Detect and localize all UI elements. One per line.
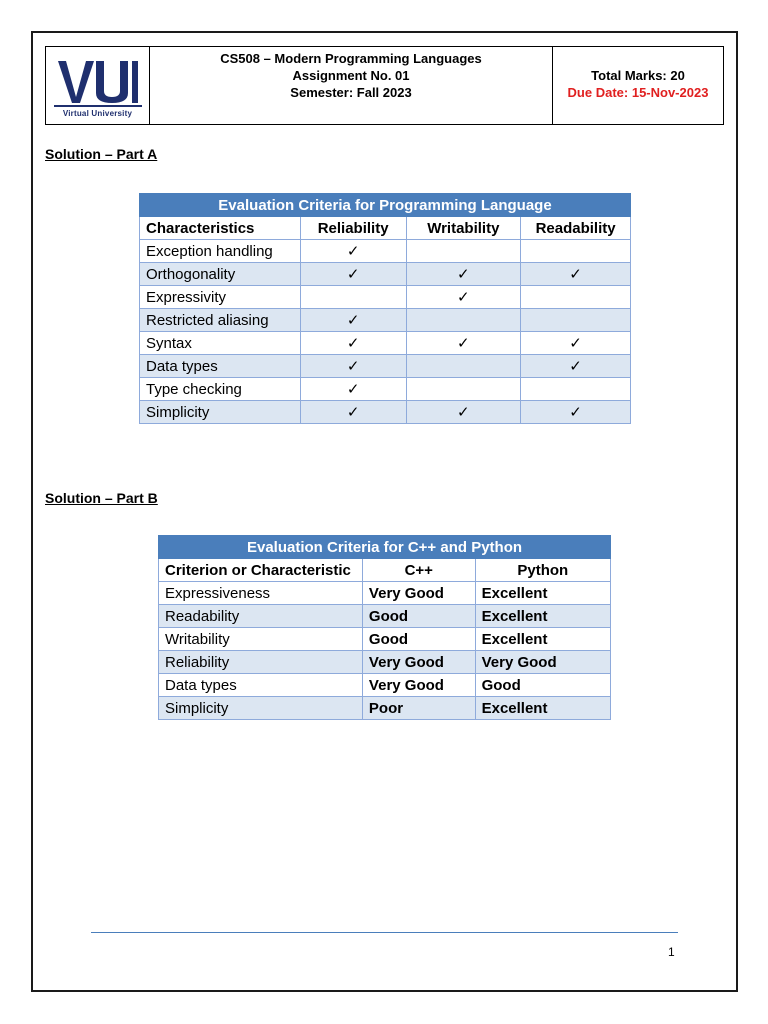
table-cell: ✓ <box>300 332 406 355</box>
due-date: Due Date: 15-Nov-2023 <box>567 85 709 100</box>
row-label: Reliability <box>159 651 363 674</box>
row-label: Exception handling <box>140 240 301 263</box>
table-row <box>140 332 631 355</box>
table-cell <box>406 378 521 401</box>
table-cell: Excellent <box>475 582 610 605</box>
table-row <box>159 628 611 651</box>
column-header: Criterion or Characteristic <box>159 559 363 582</box>
row-label: Writability <box>159 628 363 651</box>
table-cell <box>521 378 631 401</box>
table-cell <box>521 286 631 309</box>
vu-logo <box>52 53 144 119</box>
row-label: Data types <box>140 355 301 378</box>
table-row <box>140 286 631 309</box>
course-title: CS508 – Modern Programming Languages <box>220 51 482 66</box>
table-cell: Poor <box>362 697 475 720</box>
vu-logo-icon <box>52 53 144 109</box>
part-b-table <box>158 535 611 720</box>
row-label: Expressiveness <box>159 582 363 605</box>
table-row <box>140 240 631 263</box>
page-number: 1 <box>668 945 675 959</box>
table-cell <box>406 355 521 378</box>
logo-cell <box>46 47 150 124</box>
table-cell: Very Good <box>362 582 475 605</box>
column-header: Characteristics <box>140 217 301 240</box>
table-cell: ✓ <box>300 378 406 401</box>
table-cell: ✓ <box>300 263 406 286</box>
course-info <box>150 47 553 124</box>
table-cell: ✓ <box>521 263 631 286</box>
row-label: Type checking <box>140 378 301 401</box>
table-cell: ✓ <box>300 309 406 332</box>
table-cell: Good <box>475 674 610 697</box>
document-header <box>45 46 724 125</box>
table-cell: ✓ <box>521 332 631 355</box>
table-cell: ✓ <box>406 332 521 355</box>
table-cell: Excellent <box>475 697 610 720</box>
table-cell: ✓ <box>300 240 406 263</box>
table-row <box>159 605 611 628</box>
table-row <box>140 309 631 332</box>
row-label: Simplicity <box>140 401 301 424</box>
column-header: Python <box>475 559 610 582</box>
column-header: C++ <box>362 559 475 582</box>
table-cell <box>521 309 631 332</box>
column-header: Readability <box>521 217 631 240</box>
table-cell: Excellent <box>475 605 610 628</box>
column-header: Writability <box>406 217 521 240</box>
table-cell: Very Good <box>475 651 610 674</box>
table-cell: Very Good <box>362 651 475 674</box>
table-row <box>159 697 611 720</box>
part-b-caption: Evaluation Criteria for C++ and Python <box>159 536 611 559</box>
page-border <box>31 31 738 992</box>
table-row <box>159 651 611 674</box>
table-cell: ✓ <box>406 401 521 424</box>
row-label: Simplicity <box>159 697 363 720</box>
table-cell <box>406 309 521 332</box>
table-row <box>140 263 631 286</box>
row-label: Data types <box>159 674 363 697</box>
table-cell: Good <box>362 605 475 628</box>
table-cell <box>521 240 631 263</box>
table-cell: ✓ <box>300 355 406 378</box>
table-cell: Excellent <box>475 628 610 651</box>
row-label: Syntax <box>140 332 301 355</box>
table-cell: ✓ <box>521 401 631 424</box>
total-marks: Total Marks: 20 <box>591 68 685 83</box>
table-row <box>159 582 611 605</box>
marks-info <box>553 47 723 124</box>
assignment-number: Assignment No. 01 <box>292 68 410 83</box>
footer-line <box>91 932 678 933</box>
table-cell <box>406 240 521 263</box>
table-cell: ✓ <box>406 263 521 286</box>
table-cell <box>300 286 406 309</box>
table-row <box>140 355 631 378</box>
part-a-title: Solution – Part A <box>45 146 158 162</box>
semester: Semester: Fall 2023 <box>290 85 412 100</box>
row-label: Orthogonality <box>140 263 301 286</box>
table-cell: ✓ <box>300 401 406 424</box>
row-label: Readability <box>159 605 363 628</box>
table-cell: Good <box>362 628 475 651</box>
row-label: Expressivity <box>140 286 301 309</box>
row-label: Restricted aliasing <box>140 309 301 332</box>
part-a-caption: Evaluation Criteria for Programming Language <box>140 194 631 217</box>
table-row <box>140 378 631 401</box>
table-cell: Very Good <box>362 674 475 697</box>
logo-caption: Virtual University <box>62 108 133 118</box>
table-cell: ✓ <box>521 355 631 378</box>
part-a-table <box>139 193 631 424</box>
part-b-title: Solution – Part B <box>45 490 158 506</box>
table-row <box>159 674 611 697</box>
column-header: Reliability <box>300 217 406 240</box>
table-row <box>140 401 631 424</box>
table-cell: ✓ <box>406 286 521 309</box>
